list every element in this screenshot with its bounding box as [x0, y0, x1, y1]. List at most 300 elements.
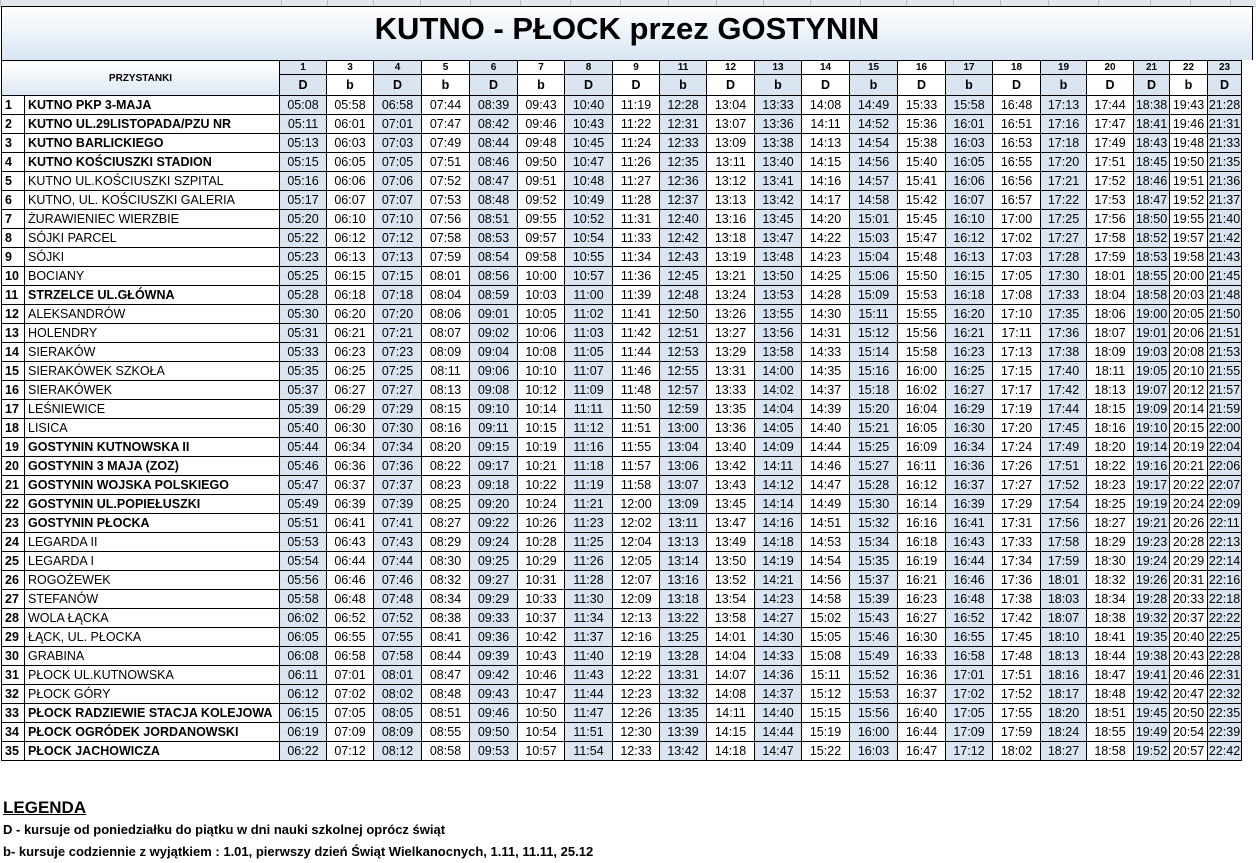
departure-time: 08:11: [422, 362, 470, 381]
table-row: [2, 514, 1242, 533]
departure-time: 08:27: [422, 514, 470, 533]
course-code: D: [1208, 75, 1242, 96]
departure-time: 14:49: [802, 495, 850, 514]
departure-time: 07:27: [374, 381, 422, 400]
departure-time: 14:27: [755, 609, 802, 628]
stop-name: ALEKSANDRÓW: [25, 305, 280, 324]
departure-time: 07:02: [327, 685, 374, 704]
departure-time: 05:35: [280, 362, 327, 381]
departure-time: 17:20: [993, 419, 1041, 438]
departure-time: 17:30: [1041, 267, 1087, 286]
departure-time: 16:34: [946, 438, 993, 457]
table-row: [2, 476, 1242, 495]
departure-time: 14:33: [755, 647, 802, 666]
departure-time: 07:49: [422, 134, 470, 153]
table-row: [2, 628, 1242, 647]
departure-time: 19:00: [1134, 305, 1170, 324]
departure-time: 06:03: [327, 134, 374, 153]
departure-time: 05:33: [280, 343, 327, 362]
departure-time: 19:41: [1134, 666, 1170, 685]
departure-time: 18:17: [1041, 685, 1087, 704]
departure-time: 16:30: [898, 628, 946, 647]
departure-time: 16:30: [946, 419, 993, 438]
departure-time: 15:04: [850, 248, 898, 267]
departure-time: 14:44: [802, 438, 850, 457]
stop-number: 29: [2, 628, 25, 647]
course-number: 11: [660, 61, 707, 75]
departure-time: 09:10: [470, 400, 518, 419]
departure-time: 10:47: [565, 153, 613, 172]
departure-time: 14:53: [802, 533, 850, 552]
departure-time: 17:13: [993, 343, 1041, 362]
departure-time: 14:11: [755, 457, 802, 476]
departure-time: 20:24: [1170, 495, 1208, 514]
departure-time: 19:32: [1134, 609, 1170, 628]
departure-time: 13:42: [755, 191, 802, 210]
departure-time: 20:40: [1170, 628, 1208, 647]
departure-time: 19:52: [1170, 191, 1208, 210]
departure-time: 13:12: [707, 172, 755, 191]
departure-time: 14:56: [802, 571, 850, 590]
departure-time: 16:12: [898, 476, 946, 495]
departure-time: 09:50: [470, 723, 518, 742]
departure-time: 09:39: [470, 647, 518, 666]
departure-time: 14:47: [755, 742, 802, 761]
departure-time: 08:34: [422, 590, 470, 609]
departure-time: 16:18: [946, 286, 993, 305]
departure-time: 17:24: [993, 438, 1041, 457]
departure-time: 12:50: [660, 305, 707, 324]
departure-time: 08:30: [422, 552, 470, 571]
departure-time: 11:50: [613, 400, 660, 419]
course-code: D: [374, 75, 422, 96]
departure-time: 14:40: [755, 704, 802, 723]
departure-time: 17:51: [1041, 457, 1087, 476]
stop-name: KUTNO PKP 3-MAJA: [25, 96, 280, 115]
departure-time: 10:47: [518, 685, 565, 704]
departure-time: 15:49: [850, 647, 898, 666]
departure-time: 19:52: [1134, 742, 1170, 761]
departure-time: 07:25: [374, 362, 422, 381]
departure-time: 21:43: [1208, 248, 1242, 267]
departure-time: 19:16: [1134, 457, 1170, 476]
departure-time: 17:18: [1041, 134, 1087, 153]
stop-name: STRZELCE UL.GŁÓWNA: [25, 286, 280, 305]
departure-time: 22:31: [1208, 666, 1242, 685]
course-code: D: [565, 75, 613, 96]
departure-time: 09:06: [470, 362, 518, 381]
departure-time: 19:09: [1134, 400, 1170, 419]
stop-name: SÓJKI: [25, 248, 280, 267]
departure-time: 17:56: [1041, 514, 1087, 533]
departure-time: 10:57: [518, 742, 565, 761]
departure-time: 12:00: [613, 495, 660, 514]
departure-time: 16:57: [993, 191, 1041, 210]
departure-time: 10:40: [565, 96, 613, 115]
departure-time: 17:20: [1041, 153, 1087, 172]
departure-time: 05:46: [280, 457, 327, 476]
departure-time: 18:23: [1087, 476, 1134, 495]
departure-time: 13:40: [707, 438, 755, 457]
departure-time: 06:18: [327, 286, 374, 305]
departure-time: 13:16: [660, 571, 707, 590]
departure-time: 13:39: [660, 723, 707, 742]
departure-time: 08:48: [422, 685, 470, 704]
departure-time: 09:08: [470, 381, 518, 400]
table-row: [2, 742, 1242, 761]
departure-time: 18:09: [1087, 343, 1134, 362]
departure-time: 05:08: [280, 96, 327, 115]
departure-time: 07:47: [422, 115, 470, 134]
departure-time: 18:24: [1041, 723, 1087, 742]
course-number: 18: [993, 61, 1041, 75]
departure-time: 18:50: [1134, 210, 1170, 229]
departure-time: 22:09: [1208, 495, 1242, 514]
departure-time: 11:19: [613, 96, 660, 115]
departure-time: 18:58: [1087, 742, 1134, 761]
departure-time: 22:14: [1208, 552, 1242, 571]
departure-time: 08:53: [470, 229, 518, 248]
departure-time: 09:43: [518, 96, 565, 115]
departure-time: 08:47: [422, 666, 470, 685]
table-row: [2, 153, 1242, 172]
departure-time: 11:02: [565, 305, 613, 324]
departure-time: 08:54: [470, 248, 518, 267]
table-row: [2, 229, 1242, 248]
course-code: b: [518, 75, 565, 96]
departure-time: 12:04: [613, 533, 660, 552]
stop-number: 32: [2, 685, 25, 704]
departure-time: 15:08: [802, 647, 850, 666]
departure-time: 11:07: [565, 362, 613, 381]
table-row: [2, 381, 1242, 400]
departure-time: 08:07: [422, 324, 470, 343]
departure-time: 14:54: [850, 134, 898, 153]
departure-time: 14:09: [755, 438, 802, 457]
departure-time: 17:10: [993, 305, 1041, 324]
departure-time: 19:43: [1170, 96, 1208, 115]
departure-time: 13:04: [660, 438, 707, 457]
departure-time: 07:20: [374, 305, 422, 324]
departure-time: 06:19: [280, 723, 327, 742]
departure-time: 13:07: [707, 115, 755, 134]
stop-name: ROGOŻEWEK: [25, 571, 280, 590]
departure-time: 16:00: [898, 362, 946, 381]
departure-time: 19:17: [1134, 476, 1170, 495]
departure-time: 15:11: [850, 305, 898, 324]
departure-time: 11:09: [565, 381, 613, 400]
table-row: [2, 609, 1242, 628]
departure-time: 13:13: [660, 533, 707, 552]
course-number: 20: [1087, 61, 1134, 75]
departure-time: 13:09: [707, 134, 755, 153]
departure-time: 09:18: [470, 476, 518, 495]
departure-time: 08:13: [422, 381, 470, 400]
departure-time: 12:45: [660, 267, 707, 286]
departure-time: 17:52: [1041, 476, 1087, 495]
departure-time: 15:38: [898, 134, 946, 153]
departure-time: 17:48: [993, 647, 1041, 666]
departure-time: 19:01: [1134, 324, 1170, 343]
departure-time: 10:29: [518, 552, 565, 571]
departure-time: 14:35: [802, 362, 850, 381]
departure-time: 09:36: [470, 628, 518, 647]
departure-time: 14:11: [802, 115, 850, 134]
departure-time: 13:24: [707, 286, 755, 305]
departure-time: 15:12: [850, 324, 898, 343]
table-row: [2, 438, 1242, 457]
stop-number: 10: [2, 267, 25, 286]
departure-time: 07:05: [374, 153, 422, 172]
departure-time: 14:54: [802, 552, 850, 571]
departure-time: 08:44: [470, 134, 518, 153]
departure-time: 22:32: [1208, 685, 1242, 704]
departure-time: 13:11: [707, 153, 755, 172]
departure-time: 16:05: [946, 153, 993, 172]
stop-name: HOLENDRY: [25, 324, 280, 343]
departure-time: 05:44: [280, 438, 327, 457]
departure-time: 15:30: [850, 495, 898, 514]
departure-time: 15:32: [850, 514, 898, 533]
departure-time: 14:51: [802, 514, 850, 533]
departure-time: 15:41: [898, 172, 946, 191]
departure-time: 08:38: [422, 609, 470, 628]
departure-time: 17:42: [1041, 381, 1087, 400]
departure-time: 09:22: [470, 514, 518, 533]
departure-time: 06:58: [327, 647, 374, 666]
course-code: D: [613, 75, 660, 96]
departure-time: 19:03: [1134, 343, 1170, 362]
departure-time: 16:40: [898, 704, 946, 723]
departure-time: 12:19: [613, 647, 660, 666]
departure-time: 15:09: [850, 286, 898, 305]
departure-time: 11:30: [565, 590, 613, 609]
departure-time: 21:42: [1208, 229, 1242, 248]
departure-time: 10:43: [518, 647, 565, 666]
departure-time: 21:57: [1208, 381, 1242, 400]
departure-time: 16:53: [993, 134, 1041, 153]
departure-time: 16:23: [946, 343, 993, 362]
departure-time: 06:52: [327, 609, 374, 628]
departure-time: 14:40: [802, 419, 850, 438]
departure-time: 10:54: [565, 229, 613, 248]
departure-time: 17:12: [946, 742, 993, 761]
stop-name: STEFANÓW: [25, 590, 280, 609]
departure-time: 12:36: [660, 172, 707, 191]
departure-time: 21:33: [1208, 134, 1242, 153]
departure-time: 14:36: [755, 666, 802, 685]
departure-time: 08:09: [422, 343, 470, 362]
stop-name: SÓJKI PARCEL: [25, 229, 280, 248]
departure-time: 09:50: [518, 153, 565, 172]
stop-number: 34: [2, 723, 25, 742]
departure-time: 17:08: [993, 286, 1041, 305]
departure-time: 06:29: [327, 400, 374, 419]
departure-time: 20:08: [1170, 343, 1208, 362]
departure-time: 13:56: [755, 324, 802, 343]
legend-title: LEGENDA: [3, 798, 87, 817]
departure-time: 10:33: [518, 590, 565, 609]
departure-time: 10:03: [518, 286, 565, 305]
table-row: [2, 96, 1242, 115]
course-number: 15: [850, 61, 898, 75]
departure-time: 18:27: [1087, 514, 1134, 533]
departure-time: 14:22: [802, 229, 850, 248]
departure-time: 06:06: [327, 172, 374, 191]
departure-time: 07:52: [422, 172, 470, 191]
departure-time: 08:56: [470, 267, 518, 286]
departure-time: 07:10: [374, 210, 422, 229]
departure-time: 06:15: [280, 704, 327, 723]
departure-time: 20:57: [1170, 742, 1208, 761]
departure-time: 19:38: [1134, 647, 1170, 666]
departure-time: 17:59: [1041, 552, 1087, 571]
departure-time: 15:46: [850, 628, 898, 647]
departure-time: 12:35: [660, 153, 707, 172]
departure-time: 19:21: [1134, 514, 1170, 533]
departure-time: 16:48: [993, 96, 1041, 115]
course-number: 6: [470, 61, 518, 75]
departure-time: 21:53: [1208, 343, 1242, 362]
departure-time: 07:41: [374, 514, 422, 533]
departure-time: 18:41: [1134, 115, 1170, 134]
departure-time: 16:33: [898, 647, 946, 666]
stop-number: 27: [2, 590, 25, 609]
departure-time: 13:31: [707, 362, 755, 381]
departure-time: 07:06: [374, 172, 422, 191]
departure-time: 05:30: [280, 305, 327, 324]
departure-time: 14:12: [755, 476, 802, 495]
departure-time: 06:46: [327, 571, 374, 590]
departure-time: 06:02: [280, 609, 327, 628]
departure-time: 20:15: [1170, 419, 1208, 438]
departure-time: 13:49: [707, 533, 755, 552]
departure-time: 15:53: [898, 286, 946, 305]
departure-time: 06:39: [327, 495, 374, 514]
departure-time: 20:05: [1170, 305, 1208, 324]
course-code: D: [280, 75, 327, 96]
departure-time: 13:55: [755, 305, 802, 324]
stop-name: WOLA ŁĄCKA: [25, 609, 280, 628]
departure-time: 20:21: [1170, 457, 1208, 476]
course-code: D: [993, 75, 1041, 96]
departure-time: 13:43: [707, 476, 755, 495]
departure-time: 13:38: [755, 134, 802, 153]
departure-time: 18:03: [1041, 590, 1087, 609]
departure-time: 13:27: [707, 324, 755, 343]
departure-time: 17:36: [1041, 324, 1087, 343]
departure-time: 18:15: [1087, 400, 1134, 419]
departure-time: 14:46: [802, 457, 850, 476]
departure-time: 08:04: [422, 286, 470, 305]
departure-time: 16:09: [898, 438, 946, 457]
departure-time: 06:15: [327, 267, 374, 286]
stop-number: 25: [2, 552, 25, 571]
course-code: b: [850, 75, 898, 96]
departure-time: 17:49: [1041, 438, 1087, 457]
course-code: D: [802, 75, 850, 96]
departure-time: 12:42: [660, 229, 707, 248]
stop-number: 12: [2, 305, 25, 324]
departure-time: 11:05: [565, 343, 613, 362]
departure-time: 17:40: [1041, 362, 1087, 381]
departure-time: 09:48: [518, 134, 565, 153]
departure-time: 16:51: [993, 115, 1041, 134]
stop-name: LEŚNIEWICE: [25, 400, 280, 419]
departure-time: 06:12: [280, 685, 327, 704]
departure-time: 13:32: [660, 685, 707, 704]
departure-time: 19:10: [1134, 419, 1170, 438]
departure-time: 06:55: [327, 628, 374, 647]
departure-time: 16:18: [898, 533, 946, 552]
departure-time: 18:07: [1041, 609, 1087, 628]
departure-time: 14:08: [802, 96, 850, 115]
departure-time: 07:01: [374, 115, 422, 134]
departure-time: 19:48: [1170, 134, 1208, 153]
table-row: [2, 552, 1242, 571]
departure-time: 12:23: [613, 685, 660, 704]
departure-time: 20:50: [1170, 704, 1208, 723]
departure-time: 17:26: [993, 457, 1041, 476]
departure-time: 15:01: [850, 210, 898, 229]
departure-time: 15:53: [850, 685, 898, 704]
departure-time: 17:44: [1041, 400, 1087, 419]
departure-time: 17:56: [1087, 210, 1134, 229]
departure-time: 17:45: [1041, 419, 1087, 438]
departure-time: 08:39: [470, 96, 518, 115]
departure-time: 15:19: [802, 723, 850, 742]
departure-time: 16:01: [946, 115, 993, 134]
course-number: 12: [707, 61, 755, 75]
departure-time: 16:25: [946, 362, 993, 381]
departure-time: 15:12: [802, 685, 850, 704]
departure-time: 22:42: [1208, 742, 1242, 761]
departure-time: 14:37: [802, 381, 850, 400]
stop-name: KUTNO, UL. KOŚCIUSZKI GALERIA: [25, 191, 280, 210]
departure-time: 07:36: [374, 457, 422, 476]
departure-time: 16:37: [898, 685, 946, 704]
departure-time: 15:16: [850, 362, 898, 381]
departure-time: 11:26: [565, 552, 613, 571]
departure-time: 10:55: [565, 248, 613, 267]
departure-time: 13:41: [755, 172, 802, 191]
legend-d-line: D - kursuje od poniedziałku do piątku w dni nauki szkolnej oprócz świąt: [3, 822, 446, 837]
departure-time: 14:31: [802, 324, 850, 343]
departure-time: 20:33: [1170, 590, 1208, 609]
departure-time: 13:45: [707, 495, 755, 514]
course-code: b: [327, 75, 374, 96]
course-number: 16: [898, 61, 946, 75]
departure-time: 11:51: [565, 723, 613, 742]
course-code: b: [1041, 75, 1087, 96]
departure-time: 10:12: [518, 381, 565, 400]
stop-name: KUTNO UL.KOŚCIUSZKI SZPITAL: [25, 172, 280, 191]
course-code: b: [946, 75, 993, 96]
departure-time: 21:48: [1208, 286, 1242, 305]
departure-time: 18:52: [1134, 229, 1170, 248]
departure-time: 17:03: [993, 248, 1041, 267]
departure-time: 22:28: [1208, 647, 1242, 666]
departure-time: 16:12: [946, 229, 993, 248]
departure-time: 16:37: [946, 476, 993, 495]
departure-time: 15:58: [946, 96, 993, 115]
departure-time: 21:35: [1208, 153, 1242, 172]
departure-time: 18:16: [1087, 419, 1134, 438]
departure-time: 08:42: [470, 115, 518, 134]
departure-time: 09:55: [518, 210, 565, 229]
departure-time: 11:34: [613, 248, 660, 267]
stop-name: KUTNO BARLICKIEGO: [25, 134, 280, 153]
